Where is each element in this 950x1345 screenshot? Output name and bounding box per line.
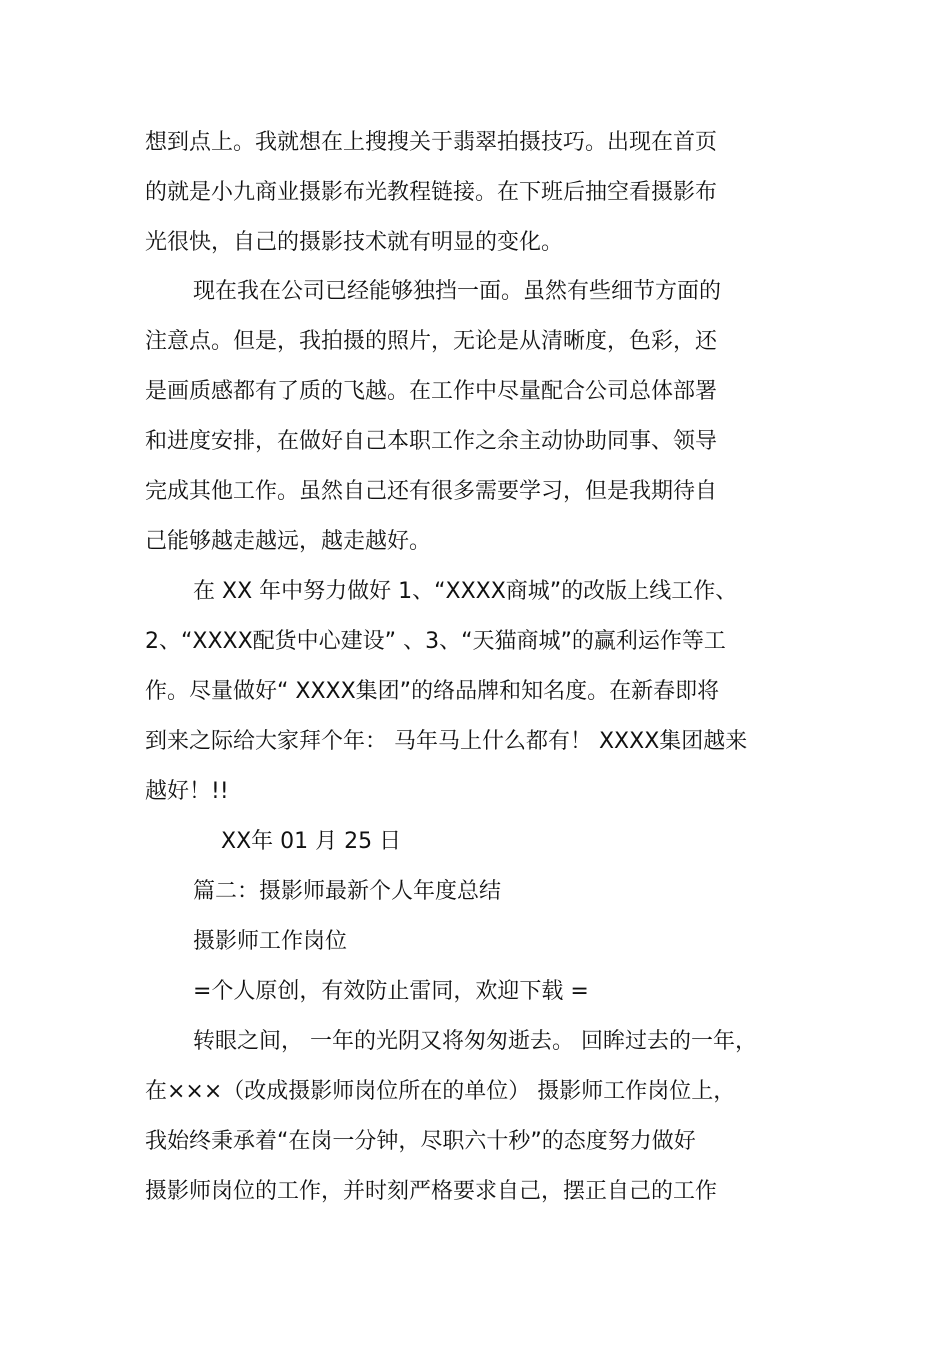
paragraph-line-3: 光很快，自己的摄影技术就有明显的变化。 <box>145 230 564 255</box>
paragraph-line-4: 现在我在公司已经能够独挡一面。虽然有些细节方面的 <box>193 279 722 304</box>
paragraph-line-2: 的就是小九商业摄影布光教程链接。在下班后抽空看摄影布 <box>145 180 718 205</box>
paragraph-line-20: 我始终秉承着“在岗一分钟，尽职六十秒”的态度努力做好 <box>145 1129 696 1154</box>
paragraph-line-8: 完成其他工作。虽然自己还有很多需要学习，但是我期待自 <box>145 479 718 504</box>
paragraph-line-19: 在×××（改成摄影师岗位所在的单位） 摄影师工作岗位上， <box>145 1079 736 1104</box>
paragraph-line-5: 注意点。但是，我拍摄的照片，无论是从清晰度，色彩，还 <box>145 329 718 354</box>
paragraph-line-11: 2、“XXXX配货中心建设” 、3、“天猫商城”的赢利运作等工 <box>145 629 726 654</box>
date-line: XX年 01 月 25 日 <box>221 829 402 854</box>
paragraph-line-21: 摄影师岗位的工作，并时刻严格要求自己，摆正自己的工作 <box>145 1179 718 1204</box>
paragraph-line-14: 越好！!! <box>145 779 229 804</box>
paragraph-line-12: 作。尽量做好“ XXXX集团”的络品牌和知名度。在新春即将 <box>145 679 720 704</box>
paragraph-line-9: 己能够越走越远，越走越好。 <box>145 529 432 554</box>
paragraph-line-13: 到来之际给大家拜个年： 马年马上什么都有！ XXXX集团越来 <box>145 729 748 754</box>
section-title: 篇二：摄影师最新个人年度总结 <box>193 879 502 904</box>
paragraph-line-6: 是画质感都有了质的飞越。在工作中尽量配合公司总体部署 <box>145 379 718 404</box>
original-note-line: =个人原创，有效防止雷同，欢迎下载 = <box>193 979 589 1004</box>
paragraph-line-10: 在 XX 年中努力做好 1、“XXXX商城”的改版上线工作、 <box>193 579 738 604</box>
job-title-line: 摄影师工作岗位 <box>193 929 348 954</box>
paragraph-line-1: 想到点上。我就想在上搜搜关于翡翠拍摄技巧。出现在首页 <box>145 130 718 155</box>
paragraph-line-7: 和进度安排，在做好自己本职工作之余主动协助同事、领导 <box>145 429 718 454</box>
paragraph-line-18: 转眼之间， 一年的光阴又将匆匆逝去。 回眸过去的一年， <box>193 1029 757 1054</box>
